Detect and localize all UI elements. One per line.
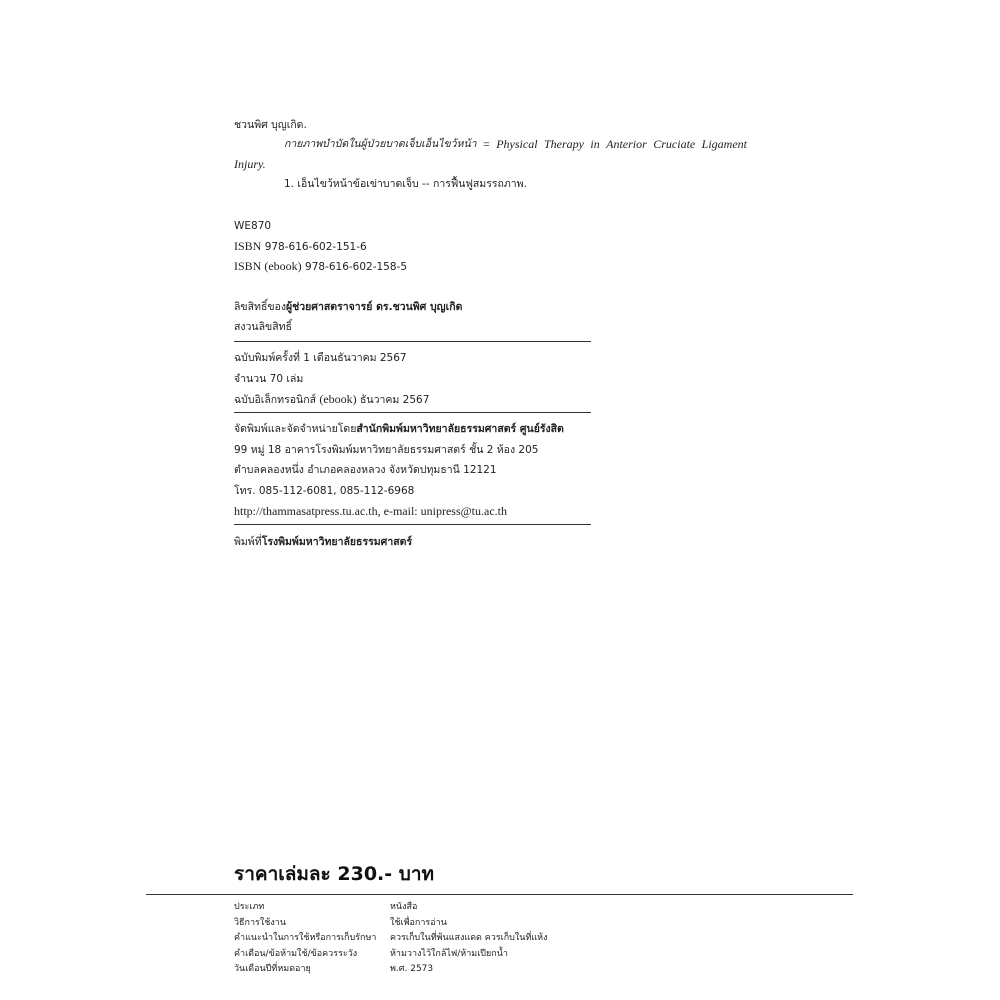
copyright-owner: ผู้ช่วยศาสตราจารย์ ดร.ชวนพิศ บุญเกิด bbox=[285, 301, 463, 313]
catalog-title-cont: Injury. bbox=[234, 157, 266, 171]
product-info-row bbox=[234, 900, 548, 916]
product-info-value: หนังสือ bbox=[390, 902, 418, 912]
catalog-title-en-word: Cruciate bbox=[653, 137, 696, 151]
catalog-title-th: กายภาพบำบัดในผู้ป่วยบาดเจ็บเอ็นไขว้หน้า bbox=[284, 138, 477, 150]
catalog-title-en-word: Ligament bbox=[701, 137, 747, 151]
edition-first-print: ฉบับพิมพ์ครั้งที่ 1 เดือนธันวาคม 2567 bbox=[234, 352, 407, 364]
catalog-subject: 1. เอ็นไขว้หน้าข้อเข่าบาดเจ็บ -- การฟื้นฟูสมรรถภาพ. bbox=[284, 178, 527, 190]
isbn-label: ISBN bbox=[234, 239, 262, 253]
product-info-row bbox=[234, 931, 548, 947]
product-info-label: วันเดือนปีที่หมดอายุ bbox=[234, 964, 311, 974]
publisher-prefix: จัดพิมพ์และจัดจำหน่ายโดย bbox=[234, 423, 357, 435]
printer-name: โรงพิมพ์มหาวิทยาลัยธรรมศาสตร์ bbox=[261, 536, 413, 548]
product-info-value: ห้ามวางไว้ใกล้ไฟ/ห้ามเปียกน้ำ bbox=[390, 948, 508, 959]
product-info-label: คำเตือน/ข้อห้ามใช้/ข้อควรระวัง bbox=[234, 948, 358, 959]
price-label: ราคาเล่มละ 230.- บาท bbox=[234, 863, 435, 885]
isbn-ebook-label: ISBN (ebook) bbox=[234, 259, 302, 273]
catalog-title-en-word: Therapy bbox=[543, 137, 584, 151]
edition-ebook-prefix: ฉบับอิเล็กทรอนิกส์ bbox=[234, 394, 316, 406]
catalog-title-sep: = bbox=[483, 137, 490, 151]
publisher-web: http://thammasatpress.tu.ac.th, e-mail: unipress@tu.ac.th bbox=[234, 504, 507, 518]
catalog-title-en-word: in bbox=[590, 137, 600, 151]
publisher-name: สำนักพิมพ์มหาวิทยาลัยธรรมศาสตร์ ศูนย์รังสิต bbox=[356, 423, 564, 435]
product-info-value: ใช้เพื่อการอ่าน bbox=[390, 917, 447, 928]
edition-quantity: จำนวน 70 เล่ม bbox=[234, 373, 304, 385]
isbn-ebook-line bbox=[234, 259, 407, 274]
isbn-ebook-value: 978-616-602-158-5 bbox=[305, 261, 408, 273]
catalog-title-en-word: Physical bbox=[496, 137, 538, 151]
copyright-prefix: ลิขสิทธิ์ของ bbox=[234, 301, 286, 313]
product-info-value: พ.ศ. 2573 bbox=[390, 964, 434, 974]
isbn-value: 978-616-602-151-6 bbox=[264, 241, 367, 253]
publisher-address-1: 99 หมู่ 18 อาคารโรงพิมพ์มหาวิทยาลัยธรรมศาสตร์ ชั้น 2 ห้อง 205 bbox=[234, 444, 539, 456]
product-info-label: วิธีการใช้งาน bbox=[234, 917, 286, 928]
product-info-table bbox=[234, 900, 548, 978]
catalog-title-line bbox=[284, 137, 747, 151]
isbn-line bbox=[234, 239, 367, 254]
divider bbox=[234, 524, 591, 525]
edition-ebook-word: (ebook) bbox=[319, 392, 357, 406]
copyright-owner-line bbox=[234, 300, 462, 314]
divider bbox=[234, 412, 591, 413]
product-info-label: คำแนะนำในการใช้หรือการเก็บรักษา bbox=[234, 933, 377, 943]
product-info-row bbox=[234, 962, 548, 978]
printer-line bbox=[234, 535, 412, 549]
divider bbox=[234, 341, 591, 342]
edition-ebook-line bbox=[234, 392, 429, 407]
catalog-author: ชวนพิศ บุญเกิด. bbox=[234, 119, 307, 131]
product-info-value: ควรเก็บในที่พ้นแสงแดด ควรเก็บในที่แห้ง bbox=[390, 933, 548, 943]
catalog-class-no: WE870 bbox=[234, 220, 272, 232]
product-info-row bbox=[234, 947, 548, 963]
edition-ebook-date: ธันวาคม 2567 bbox=[360, 394, 430, 406]
bottom-divider bbox=[146, 894, 853, 895]
copyright-reserved: สงวนลิขสิทธิ์ bbox=[234, 321, 292, 333]
printer-prefix: พิมพ์ที่ bbox=[234, 536, 262, 548]
product-info-label: ประเภท bbox=[234, 902, 265, 912]
publisher-address-2: ตำบลคลองหนึ่ง อำเภอคลองหลวง จังหวัดปทุมธานี 12121 bbox=[234, 464, 497, 476]
publisher-phone: โทร. 085-112-6081, 085-112-6968 bbox=[234, 485, 415, 497]
catalog-title-en-word: Anterior bbox=[606, 137, 647, 151]
publisher-line bbox=[234, 422, 564, 436]
product-info-row bbox=[234, 916, 548, 932]
